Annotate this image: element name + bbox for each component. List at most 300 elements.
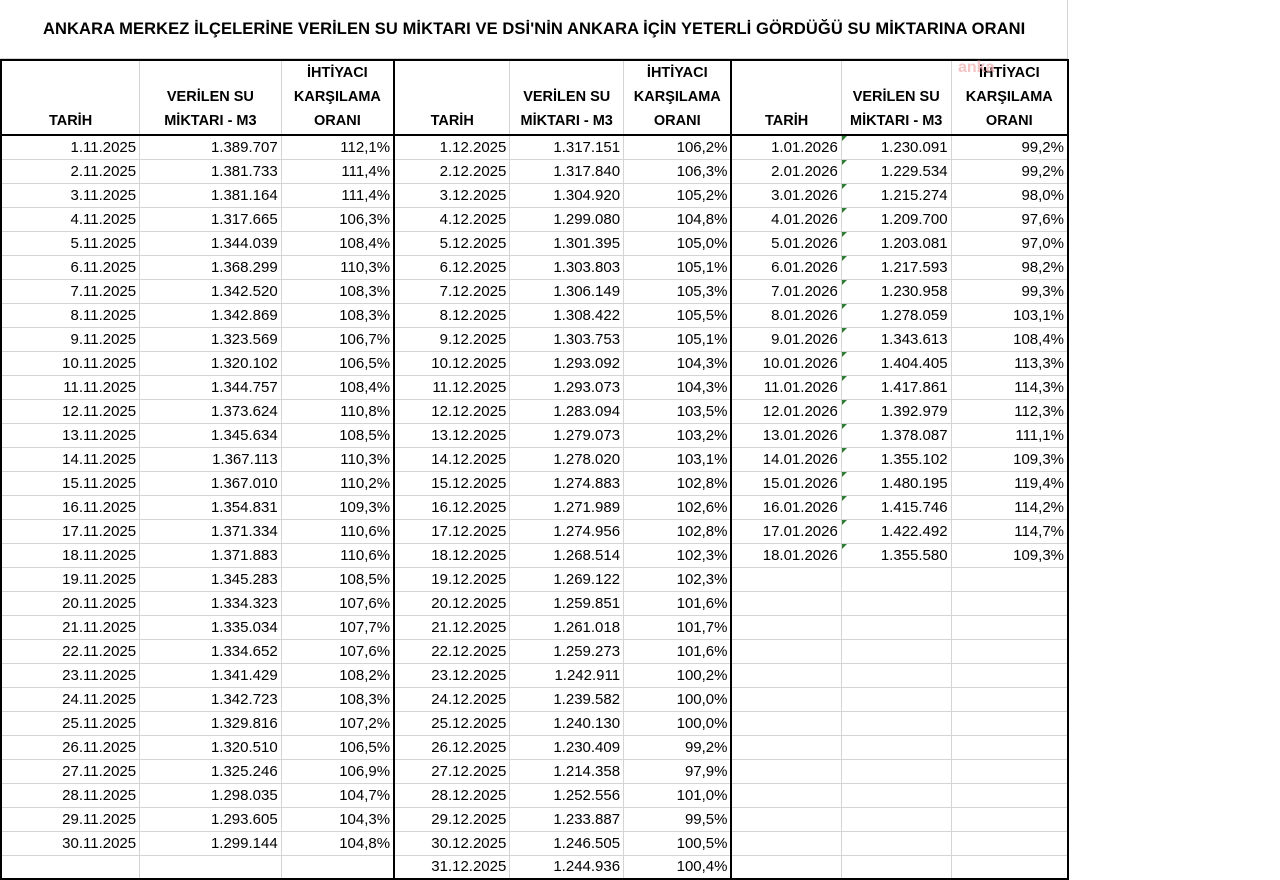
cell-ratio-nov[interactable]: 104,3%	[281, 807, 394, 831]
cell-date-nov[interactable]: 17.11.2025	[1, 519, 140, 543]
cell-ratio-jan[interactable]: 111,1%	[951, 423, 1068, 447]
table-row	[1, 255, 1068, 279]
cell-ratio-nov[interactable]: 111,4%	[281, 159, 394, 183]
cell-ratio-dec[interactable]: 101,6%	[624, 591, 732, 615]
cell-amount-dec[interactable]: 1.306.149	[510, 279, 624, 303]
cell-ratio-nov[interactable]: 108,4%	[281, 375, 394, 399]
cell-amount-dec[interactable]: 1.230.409	[510, 735, 624, 759]
cell-date-dec[interactable]: 8.12.2025	[394, 303, 510, 327]
cell-date-dec[interactable]: 4.12.2025	[394, 207, 510, 231]
cell-amount-nov[interactable]: 1.325.246	[140, 759, 282, 783]
cell-ratio-dec[interactable]: 105,1%	[624, 255, 732, 279]
cell-date-jan[interactable]	[731, 591, 841, 615]
cell-date-nov[interactable]: 6.11.2025	[1, 255, 140, 279]
cell-amount-nov[interactable]: 1.323.569	[140, 327, 282, 351]
cell-amount-nov[interactable]: 1.381.733	[140, 159, 282, 183]
cell-amount-dec[interactable]: 1.301.395	[510, 231, 624, 255]
cell-ratio-dec[interactable]: 99,2%	[624, 735, 732, 759]
cell-date-nov[interactable]: 24.11.2025	[1, 687, 140, 711]
cell-ratio-jan[interactable]: 97,6%	[951, 207, 1068, 231]
cell-ratio-dec[interactable]: 100,5%	[624, 831, 732, 855]
cell-ratio-dec[interactable]: 100,0%	[624, 687, 732, 711]
cell-ratio-jan[interactable]	[951, 687, 1068, 711]
cell-ratio-jan[interactable]: 99,2%	[951, 159, 1068, 183]
cell-amount-nov[interactable]: 1.335.034	[140, 615, 282, 639]
cell-amount-dec[interactable]: 1.252.556	[510, 783, 624, 807]
cell-date-dec[interactable]: 1.12.2025	[394, 135, 510, 159]
header-date-jan[interactable]: TARİH	[731, 60, 841, 135]
table-row	[1, 423, 1068, 447]
cell-ratio-jan[interactable]: 108,4%	[951, 327, 1068, 351]
cell-ratio-nov[interactable]: 107,6%	[281, 591, 394, 615]
cell-amount-nov[interactable]: 1.389.707	[140, 135, 282, 159]
cell-date-nov[interactable]: 7.11.2025	[1, 279, 140, 303]
cell-ratio-dec[interactable]: 101,0%	[624, 783, 732, 807]
cell-amount-dec[interactable]: 1.278.020	[510, 447, 624, 471]
cell-ratio-jan[interactable]	[951, 831, 1068, 855]
cell-date-jan[interactable]: 4.01.2026	[731, 207, 841, 231]
cell-date-dec[interactable]: 23.12.2025	[394, 663, 510, 687]
cell-date-jan[interactable]: 5.01.2026	[731, 231, 841, 255]
cell-date-jan[interactable]	[731, 807, 841, 831]
cell-amount-jan[interactable]: 1.417.861	[841, 375, 951, 399]
cell-ratio-nov[interactable]: 106,7%	[281, 327, 394, 351]
cell-amount-jan[interactable]: 1.230.091	[841, 135, 951, 159]
header-amount-nov[interactable]: VERİLEN SU MİKTARI - M3	[140, 60, 282, 135]
cell-amount-dec[interactable]: 1.279.073	[510, 423, 624, 447]
cell-ratio-dec[interactable]: 99,5%	[624, 807, 732, 831]
cell-date-jan[interactable]	[731, 663, 841, 687]
cell-ratio-dec[interactable]: 103,2%	[624, 423, 732, 447]
cell-date-jan[interactable]: 6.01.2026	[731, 255, 841, 279]
cell-date-nov[interactable]: 16.11.2025	[1, 495, 140, 519]
cell-date-jan[interactable]	[731, 759, 841, 783]
cell-amount-nov[interactable]: 1.367.010	[140, 471, 282, 495]
cell-date-jan[interactable]	[731, 567, 841, 591]
cell-date-dec[interactable]: 9.12.2025	[394, 327, 510, 351]
cell-date-nov[interactable]: 18.11.2025	[1, 543, 140, 567]
cell-amount-dec[interactable]: 1.268.514	[510, 543, 624, 567]
cell-date-nov[interactable]: 21.11.2025	[1, 615, 140, 639]
header-date-nov[interactable]: TARİH	[1, 60, 140, 135]
cell-date-dec[interactable]: 10.12.2025	[394, 351, 510, 375]
cell-amount-nov[interactable]: 1.344.757	[140, 375, 282, 399]
cell-ratio-nov[interactable]: 108,2%	[281, 663, 394, 687]
cell-ratio-dec[interactable]: 102,3%	[624, 567, 732, 591]
cell-amount-dec[interactable]: 1.317.151	[510, 135, 624, 159]
cell-amount-jan[interactable]	[841, 567, 951, 591]
cell-date-jan[interactable]	[731, 855, 841, 879]
cell-amount-jan[interactable]	[841, 855, 951, 879]
cell-ratio-jan[interactable]	[951, 567, 1068, 591]
cell-ratio-nov[interactable]: 107,2%	[281, 711, 394, 735]
cell-amount-nov[interactable]: 1.345.634	[140, 423, 282, 447]
cell-amount-jan[interactable]	[841, 711, 951, 735]
cell-ratio-nov[interactable]: 108,3%	[281, 303, 394, 327]
cell-ratio-dec[interactable]: 102,6%	[624, 495, 732, 519]
cell-amount-nov[interactable]: 1.334.323	[140, 591, 282, 615]
cell-date-nov[interactable]: 15.11.2025	[1, 471, 140, 495]
cell-date-dec[interactable]: 25.12.2025	[394, 711, 510, 735]
cell-date-jan[interactable]: 10.01.2026	[731, 351, 841, 375]
cell-date-jan[interactable]: 16.01.2026	[731, 495, 841, 519]
cell-date-nov[interactable]: 9.11.2025	[1, 327, 140, 351]
cell-ratio-dec[interactable]: 103,1%	[624, 447, 732, 471]
cell-amount-nov[interactable]: 1.320.102	[140, 351, 282, 375]
cell-date-jan[interactable]	[731, 687, 841, 711]
cell-amount-dec[interactable]: 1.244.936	[510, 855, 624, 879]
title-cell[interactable]	[0, 0, 1068, 59]
cell-ratio-jan[interactable]	[951, 783, 1068, 807]
cell-ratio-nov[interactable]: 112,1%	[281, 135, 394, 159]
table-row	[1, 687, 1068, 711]
cell-ratio-nov[interactable]: 106,9%	[281, 759, 394, 783]
cell-ratio-nov[interactable]: 108,5%	[281, 423, 394, 447]
cell-ratio-dec[interactable]: 101,6%	[624, 639, 732, 663]
cell-date-jan[interactable]: 9.01.2026	[731, 327, 841, 351]
cell-amount-nov[interactable]: 1.371.334	[140, 519, 282, 543]
cell-ratio-jan[interactable]: 98,0%	[951, 183, 1068, 207]
cell-amount-jan[interactable]	[841, 591, 951, 615]
cell-ratio-jan[interactable]	[951, 759, 1068, 783]
cell-date-dec[interactable]: 3.12.2025	[394, 183, 510, 207]
cell-amount-jan[interactable]: 1.203.081	[841, 231, 951, 255]
cell-amount-dec[interactable]: 1.214.358	[510, 759, 624, 783]
cell-date-dec[interactable]: 20.12.2025	[394, 591, 510, 615]
cell-ratio-dec[interactable]: 100,2%	[624, 663, 732, 687]
cell-amount-nov[interactable]: 1.345.283	[140, 567, 282, 591]
cell-amount-jan[interactable]	[841, 735, 951, 759]
cell-ratio-jan[interactable]: 109,3%	[951, 447, 1068, 471]
header-amount-dec[interactable]: VERİLEN SU MİKTARI - M3	[510, 60, 624, 135]
cell-amount-nov[interactable]: 1.342.869	[140, 303, 282, 327]
cell-amount-nov[interactable]: 1.320.510	[140, 735, 282, 759]
cell-ratio-jan[interactable]	[951, 855, 1068, 879]
cell-ratio-jan[interactable]	[951, 639, 1068, 663]
cell-date-jan[interactable]	[731, 735, 841, 759]
cell-date-dec[interactable]: 12.12.2025	[394, 399, 510, 423]
cell-ratio-jan[interactable]: 98,2%	[951, 255, 1068, 279]
cell-amount-nov[interactable]: 1.342.520	[140, 279, 282, 303]
cell-ratio-dec[interactable]: 97,9%	[624, 759, 732, 783]
cell-amount-dec[interactable]: 1.303.803	[510, 255, 624, 279]
cell-ratio-jan[interactable]	[951, 615, 1068, 639]
cell-date-nov[interactable]: 12.11.2025	[1, 399, 140, 423]
cell-ratio-dec[interactable]: 104,8%	[624, 207, 732, 231]
cell-date-jan[interactable]: 7.01.2026	[731, 279, 841, 303]
cell-ratio-jan[interactable]: 103,1%	[951, 303, 1068, 327]
cell-ratio-nov[interactable]: 108,4%	[281, 231, 394, 255]
cell-amount-nov[interactable]: 1.371.883	[140, 543, 282, 567]
cell-amount-dec[interactable]: 1.261.018	[510, 615, 624, 639]
cell-ratio-dec[interactable]: 106,2%	[624, 135, 732, 159]
cell-date-nov[interactable]: 5.11.2025	[1, 231, 140, 255]
header-ratio-nov[interactable]: İHTİYACI KARŞILAMA ORANI	[281, 60, 394, 135]
table-row	[1, 711, 1068, 735]
cell-ratio-jan[interactable]	[951, 591, 1068, 615]
cell-ratio-jan[interactable]: 109,3%	[951, 543, 1068, 567]
cell-ratio-nov[interactable]	[281, 855, 394, 879]
cell-date-jan[interactable]: 8.01.2026	[731, 303, 841, 327]
cell-amount-jan[interactable]: 1.392.979	[841, 399, 951, 423]
cell-ratio-jan[interactable]	[951, 735, 1068, 759]
cell-ratio-jan[interactable]: 114,2%	[951, 495, 1068, 519]
cell-amount-jan[interactable]: 1.378.087	[841, 423, 951, 447]
cell-ratio-nov[interactable]: 108,3%	[281, 687, 394, 711]
cell-ratio-jan[interactable]: 112,3%	[951, 399, 1068, 423]
cell-amount-nov[interactable]: 1.367.113	[140, 447, 282, 471]
cell-amount-dec[interactable]: 1.303.753	[510, 327, 624, 351]
cell-amount-jan[interactable]	[841, 687, 951, 711]
cell-amount-jan[interactable]: 1.209.700	[841, 207, 951, 231]
cell-date-nov[interactable]	[1, 855, 140, 879]
cell-date-dec[interactable]: 2.12.2025	[394, 159, 510, 183]
cell-ratio-nov[interactable]: 110,8%	[281, 399, 394, 423]
cell-amount-nov[interactable]	[140, 855, 282, 879]
cell-amount-dec[interactable]: 1.259.273	[510, 639, 624, 663]
cell-ratio-dec[interactable]: 105,3%	[624, 279, 732, 303]
cell-date-dec[interactable]: 14.12.2025	[394, 447, 510, 471]
cell-date-dec[interactable]: 28.12.2025	[394, 783, 510, 807]
cell-amount-nov[interactable]: 1.373.624	[140, 399, 282, 423]
cell-ratio-dec[interactable]: 102,8%	[624, 471, 732, 495]
cell-date-dec[interactable]: 30.12.2025	[394, 831, 510, 855]
cell-ratio-dec[interactable]: 105,2%	[624, 183, 732, 207]
cell-ratio-nov[interactable]: 107,7%	[281, 615, 394, 639]
cell-ratio-dec[interactable]: 100,4%	[624, 855, 732, 879]
cell-amount-jan[interactable]: 1.217.593	[841, 255, 951, 279]
cell-amount-jan[interactable]: 1.229.534	[841, 159, 951, 183]
header-ratio-dec[interactable]: İHTİYACI KARŞILAMA ORANI	[624, 60, 732, 135]
cell-date-nov[interactable]: 1.11.2025	[1, 135, 140, 159]
cell-date-nov[interactable]: 20.11.2025	[1, 591, 140, 615]
cell-amount-nov[interactable]: 1.341.429	[140, 663, 282, 687]
cell-amount-jan[interactable]: 1.404.405	[841, 351, 951, 375]
cell-amount-nov[interactable]: 1.381.164	[140, 183, 282, 207]
cell-ratio-nov[interactable]: 108,3%	[281, 279, 394, 303]
cell-date-nov[interactable]: 13.11.2025	[1, 423, 140, 447]
cell-date-jan[interactable]	[731, 711, 841, 735]
cell-date-dec[interactable]: 15.12.2025	[394, 471, 510, 495]
table-row	[1, 135, 1068, 159]
cell-ratio-nov[interactable]: 107,6%	[281, 639, 394, 663]
cell-ratio-nov[interactable]: 106,3%	[281, 207, 394, 231]
header-date-dec[interactable]: TARİH	[394, 60, 510, 135]
cell-ratio-dec[interactable]: 105,0%	[624, 231, 732, 255]
cell-amount-dec[interactable]: 1.317.840	[510, 159, 624, 183]
cell-amount-dec[interactable]: 1.274.883	[510, 471, 624, 495]
cell-ratio-jan[interactable]: 99,2%	[951, 135, 1068, 159]
cell-amount-jan[interactable]: 1.355.102	[841, 447, 951, 471]
cell-amount-jan[interactable]: 1.415.746	[841, 495, 951, 519]
cell-amount-dec[interactable]: 1.240.130	[510, 711, 624, 735]
cell-amount-nov[interactable]: 1.368.299	[140, 255, 282, 279]
cell-ratio-dec[interactable]: 102,3%	[624, 543, 732, 567]
cell-amount-jan[interactable]: 1.215.274	[841, 183, 951, 207]
cell-amount-nov[interactable]: 1.317.665	[140, 207, 282, 231]
cell-date-nov[interactable]: 26.11.2025	[1, 735, 140, 759]
cell-date-jan[interactable]: 3.01.2026	[731, 183, 841, 207]
cell-ratio-nov[interactable]: 110,3%	[281, 447, 394, 471]
cell-date-jan[interactable]: 13.01.2026	[731, 423, 841, 447]
cell-date-dec[interactable]: 22.12.2025	[394, 639, 510, 663]
cell-date-dec[interactable]: 7.12.2025	[394, 279, 510, 303]
cell-amount-jan[interactable]	[841, 831, 951, 855]
cell-ratio-nov[interactable]: 109,3%	[281, 495, 394, 519]
cell-ratio-dec[interactable]: 104,3%	[624, 375, 732, 399]
cell-date-jan[interactable]: 17.01.2026	[731, 519, 841, 543]
cell-date-jan[interactable]: 12.01.2026	[731, 399, 841, 423]
cell-date-jan[interactable]: 2.01.2026	[731, 159, 841, 183]
cell-ratio-jan[interactable]: 119,4%	[951, 471, 1068, 495]
cell-ratio-nov[interactable]: 108,5%	[281, 567, 394, 591]
cell-amount-jan[interactable]	[841, 639, 951, 663]
table-row	[1, 783, 1068, 807]
cell-date-jan[interactable]: 18.01.2026	[731, 543, 841, 567]
cell-ratio-dec[interactable]: 100,0%	[624, 711, 732, 735]
cell-amount-jan[interactable]: 1.343.613	[841, 327, 951, 351]
cell-amount-dec[interactable]: 1.283.094	[510, 399, 624, 423]
cell-date-nov[interactable]: 11.11.2025	[1, 375, 140, 399]
cell-ratio-jan[interactable]	[951, 663, 1068, 687]
cell-amount-jan[interactable]	[841, 783, 951, 807]
cell-date-dec[interactable]: 18.12.2025	[394, 543, 510, 567]
header-ratio-jan[interactable]: İHTİYACI KARŞILAMA ORANI	[951, 60, 1068, 135]
cell-date-jan[interactable]: 1.01.2026	[731, 135, 841, 159]
cell-amount-nov[interactable]: 1.354.831	[140, 495, 282, 519]
cell-ratio-dec[interactable]: 102,8%	[624, 519, 732, 543]
table-row	[1, 159, 1068, 183]
cell-date-nov[interactable]: 19.11.2025	[1, 567, 140, 591]
cell-amount-dec[interactable]: 1.242.911	[510, 663, 624, 687]
cell-date-dec[interactable]: 21.12.2025	[394, 615, 510, 639]
cell-date-jan[interactable]	[731, 783, 841, 807]
cell-ratio-jan[interactable]	[951, 711, 1068, 735]
cell-amount-jan[interactable]	[841, 615, 951, 639]
cell-amount-nov[interactable]: 1.334.652	[140, 639, 282, 663]
cell-date-dec[interactable]: 13.12.2025	[394, 423, 510, 447]
cell-ratio-nov[interactable]: 110,2%	[281, 471, 394, 495]
cell-amount-nov[interactable]: 1.344.039	[140, 231, 282, 255]
cell-ratio-dec[interactable]: 105,1%	[624, 327, 732, 351]
cell-amount-jan[interactable]	[841, 807, 951, 831]
cell-ratio-nov[interactable]: 106,5%	[281, 351, 394, 375]
cell-ratio-dec[interactable]: 105,5%	[624, 303, 732, 327]
cell-date-nov[interactable]: 29.11.2025	[1, 807, 140, 831]
header-row	[1, 60, 1068, 135]
cell-amount-dec[interactable]: 1.246.505	[510, 831, 624, 855]
cell-ratio-dec[interactable]: 101,7%	[624, 615, 732, 639]
cell-ratio-nov[interactable]: 111,4%	[281, 183, 394, 207]
cell-amount-dec[interactable]: 1.274.956	[510, 519, 624, 543]
cell-date-dec[interactable]: 24.12.2025	[394, 687, 510, 711]
cell-date-dec[interactable]: 5.12.2025	[394, 231, 510, 255]
cell-ratio-nov[interactable]: 104,7%	[281, 783, 394, 807]
cell-amount-jan[interactable]: 1.355.580	[841, 543, 951, 567]
cell-ratio-dec[interactable]: 104,3%	[624, 351, 732, 375]
cell-amount-dec[interactable]: 1.299.080	[510, 207, 624, 231]
cell-date-jan[interactable]: 11.01.2026	[731, 375, 841, 399]
water-supply-table	[0, 59, 1069, 880]
cell-ratio-jan[interactable]	[951, 807, 1068, 831]
cell-date-dec[interactable]: 16.12.2025	[394, 495, 510, 519]
cell-amount-dec[interactable]: 1.233.887	[510, 807, 624, 831]
cell-amount-dec[interactable]: 1.304.920	[510, 183, 624, 207]
table-row	[1, 807, 1068, 831]
cell-ratio-nov[interactable]: 110,3%	[281, 255, 394, 279]
cell-date-dec[interactable]: 27.12.2025	[394, 759, 510, 783]
cell-date-jan[interactable]: 15.01.2026	[731, 471, 841, 495]
cell-date-nov[interactable]: 30.11.2025	[1, 831, 140, 855]
cell-date-nov[interactable]: 28.11.2025	[1, 783, 140, 807]
cell-date-dec[interactable]: 17.12.2025	[394, 519, 510, 543]
cell-amount-jan[interactable]: 1.480.195	[841, 471, 951, 495]
cell-amount-dec[interactable]: 1.269.122	[510, 567, 624, 591]
cell-ratio-jan[interactable]: 99,3%	[951, 279, 1068, 303]
cell-ratio-nov[interactable]: 104,8%	[281, 831, 394, 855]
cell-amount-nov[interactable]: 1.299.144	[140, 831, 282, 855]
cell-amount-jan[interactable]	[841, 759, 951, 783]
cell-amount-dec[interactable]: 1.271.989	[510, 495, 624, 519]
cell-date-jan[interactable]	[731, 639, 841, 663]
cell-date-nov[interactable]: 23.11.2025	[1, 663, 140, 687]
cell-amount-jan[interactable]: 1.422.492	[841, 519, 951, 543]
table-row	[1, 207, 1068, 231]
cell-date-jan[interactable]: 14.01.2026	[731, 447, 841, 471]
cell-amount-nov[interactable]: 1.329.816	[140, 711, 282, 735]
header-amount-jan[interactable]: VERİLEN SU MİKTARI - M3	[841, 60, 951, 135]
cell-date-nov[interactable]: 14.11.2025	[1, 447, 140, 471]
cell-amount-dec[interactable]: 1.308.422	[510, 303, 624, 327]
cell-amount-dec[interactable]: 1.259.851	[510, 591, 624, 615]
cell-ratio-nov[interactable]: 110,6%	[281, 543, 394, 567]
cell-date-dec[interactable]: 31.12.2025	[394, 855, 510, 879]
cell-date-nov[interactable]: 22.11.2025	[1, 639, 140, 663]
cell-date-nov[interactable]: 3.11.2025	[1, 183, 140, 207]
cell-date-nov[interactable]: 2.11.2025	[1, 159, 140, 183]
cell-date-nov[interactable]: 27.11.2025	[1, 759, 140, 783]
cell-amount-nov[interactable]: 1.293.605	[140, 807, 282, 831]
cell-amount-jan[interactable]: 1.230.958	[841, 279, 951, 303]
cell-amount-dec[interactable]: 1.293.092	[510, 351, 624, 375]
cell-date-nov[interactable]: 25.11.2025	[1, 711, 140, 735]
cell-ratio-jan[interactable]: 114,3%	[951, 375, 1068, 399]
cell-amount-nov[interactable]: 1.342.723	[140, 687, 282, 711]
cell-ratio-nov[interactable]: 106,5%	[281, 735, 394, 759]
cell-date-nov[interactable]: 10.11.2025	[1, 351, 140, 375]
cell-date-jan[interactable]	[731, 615, 841, 639]
cell-ratio-dec[interactable]: 106,3%	[624, 159, 732, 183]
cell-amount-jan[interactable]	[841, 663, 951, 687]
cell-ratio-jan[interactable]: 114,7%	[951, 519, 1068, 543]
cell-date-nov[interactable]: 8.11.2025	[1, 303, 140, 327]
cell-date-dec[interactable]: 26.12.2025	[394, 735, 510, 759]
cell-amount-jan[interactable]: 1.278.059	[841, 303, 951, 327]
cell-ratio-jan[interactable]: 113,3%	[951, 351, 1068, 375]
cell-date-nov[interactable]: 4.11.2025	[1, 207, 140, 231]
cell-date-dec[interactable]: 11.12.2025	[394, 375, 510, 399]
cell-date-dec[interactable]: 6.12.2025	[394, 255, 510, 279]
cell-ratio-nov[interactable]: 110,6%	[281, 519, 394, 543]
cell-date-dec[interactable]: 19.12.2025	[394, 567, 510, 591]
cell-date-dec[interactable]: 29.12.2025	[394, 807, 510, 831]
cell-amount-dec[interactable]: 1.239.582	[510, 687, 624, 711]
cell-date-jan[interactable]	[731, 831, 841, 855]
cell-amount-dec[interactable]: 1.293.073	[510, 375, 624, 399]
cell-ratio-jan[interactable]: 97,0%	[951, 231, 1068, 255]
cell-ratio-dec[interactable]: 103,5%	[624, 399, 732, 423]
cell-amount-nov[interactable]: 1.298.035	[140, 783, 282, 807]
